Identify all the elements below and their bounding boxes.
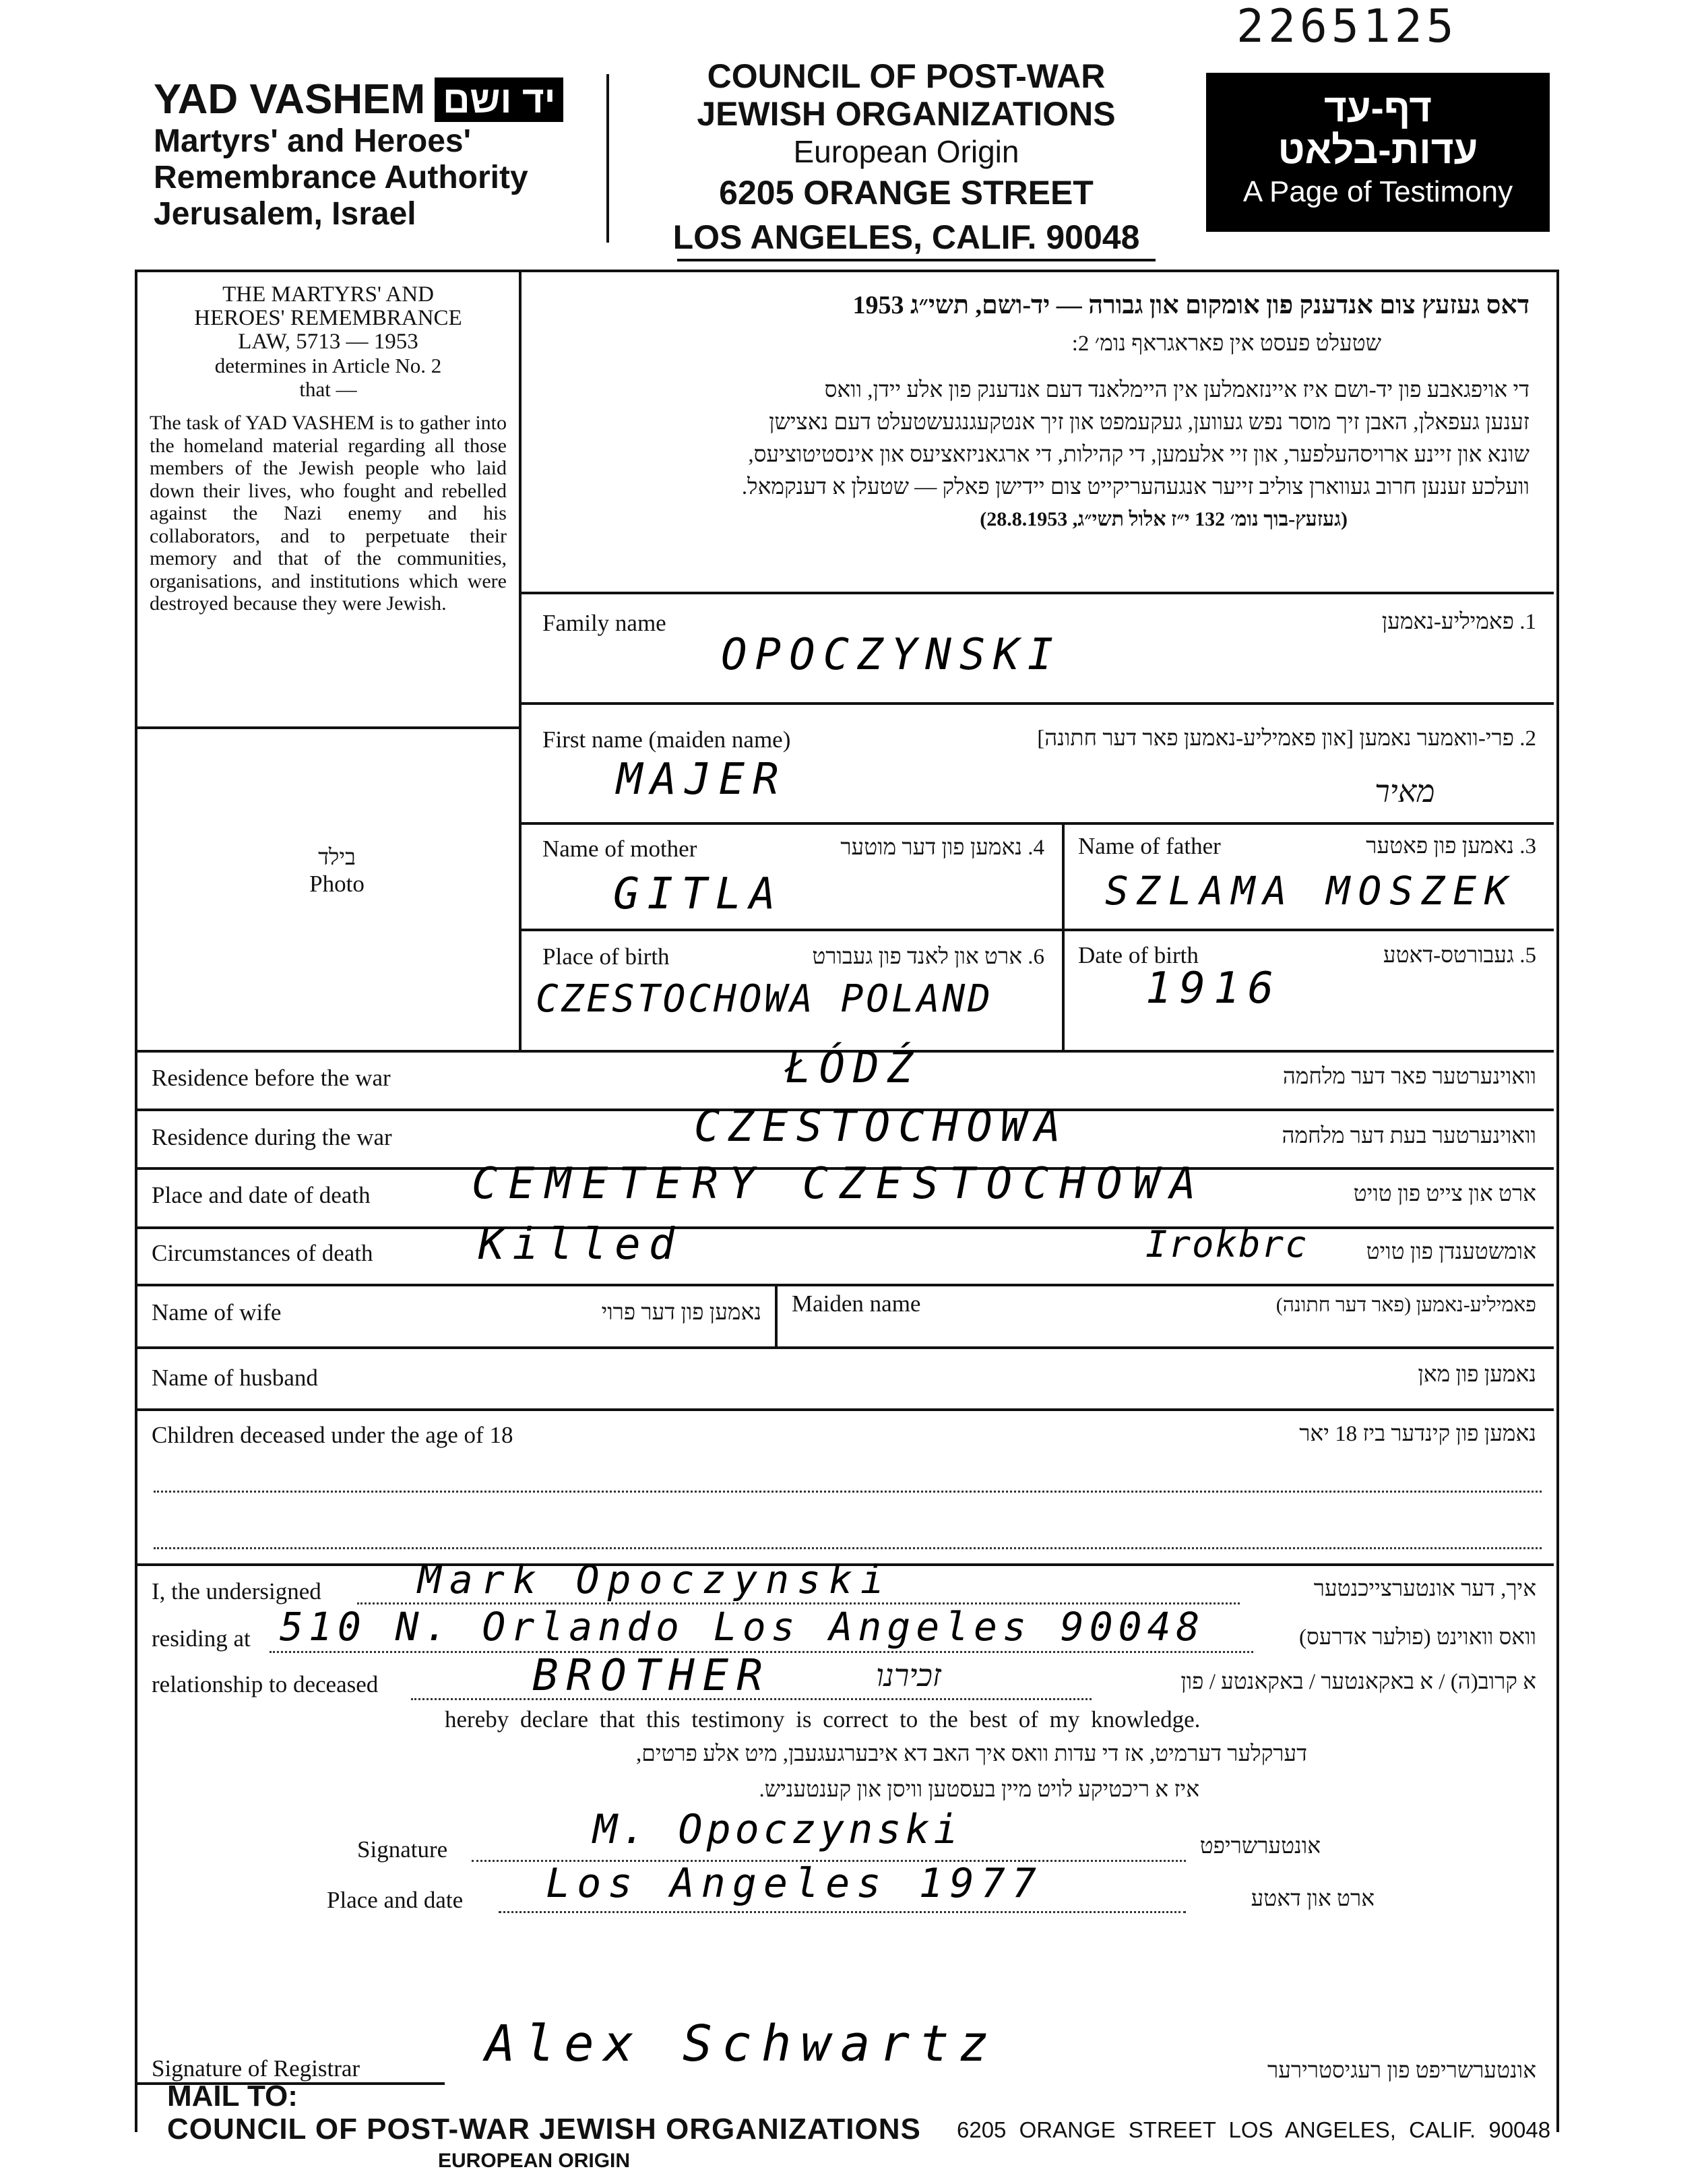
res-before-label-he: וואוינערטער פאר דער מלחמה	[1282, 1065, 1536, 1089]
signature-value[interactable]: M. Opoczynski	[593, 1806, 962, 1853]
relationship-line	[411, 1698, 1092, 1700]
law-title1: THE MARTYRS' AND	[222, 282, 434, 307]
residing-value[interactable]: 510 N. Orlando Los Angeles 90048	[280, 1604, 1205, 1650]
mother-label: Name of mother	[542, 836, 697, 862]
place-date-value[interactable]: Los Angeles 1977	[546, 1860, 1043, 1907]
header-line2: Remembrance Authority	[154, 160, 528, 195]
left-column-divider	[519, 270, 522, 1051]
declaration-he-line1: דערקלער דערמיט, אז די עדות וואס איך האב דא איבערגעגעבן, מיט אלע פרטים,	[636, 1742, 1307, 1766]
registrar-value[interactable]: Alex Schwartz	[485, 2015, 999, 2073]
hereby-text: hereby declare that this testimony is correct to the best of my knowledge.	[445, 1706, 1201, 1733]
title-english: A Page of Testimony	[1242, 175, 1513, 208]
relationship-label: relationship to deceased	[152, 1671, 379, 1697]
wife-label: Name of wife	[152, 1299, 282, 1325]
first-name-label-he: 2. פרי-וואמער נאמען [און פאמיליע-נאמען פאר דער חתונה]	[1037, 726, 1536, 751]
header-divider	[606, 74, 609, 243]
relationship-value[interactable]: BROTHER	[532, 1651, 771, 1701]
document-number: 2265125	[1236, 0, 1458, 53]
undersigned-value[interactable]: Mark Opoczynski	[418, 1557, 892, 1602]
yiddish-intro	[532, 286, 1530, 536]
father-value[interactable]: SZLAMA MOSZEK	[1105, 868, 1516, 914]
death-circ-value2[interactable]: Irokbrc	[1145, 1223, 1309, 1266]
council-line5: LOS ANGELES, CALIF. 90048	[672, 218, 1140, 256]
relationship-label-he: א קרוב(ה) / א באקאנטער / באקאנטע / פון	[1180, 1670, 1536, 1694]
row7-bottom	[135, 1226, 1554, 1229]
council-line3: European Origin	[793, 134, 1019, 169]
signature-label-he: אונטערשריפט	[1199, 1834, 1321, 1859]
title-hebrew1: דף-עד	[1323, 86, 1432, 130]
testimony-title-box	[1206, 73, 1550, 232]
title-hebrew2: עדות-בלאט	[1278, 128, 1478, 172]
photo-label: Photo	[309, 871, 365, 897]
wife-label-he: נאמען פון דער פרוי	[601, 1301, 761, 1325]
first-name-value-he[interactable]: מאיר	[1375, 774, 1435, 809]
intro-line2: שטעלט פעסט אין פאראגראף נומ׳ 2:	[1071, 332, 1381, 356]
death-circ-label-he: אומשטענדן פון טויט	[1366, 1240, 1536, 1264]
mail-to: MAIL TO:	[167, 2080, 298, 2113]
res-during-label-he: וואוינערטער בעת דער מלחמה	[1282, 1124, 1536, 1148]
undersigned-label: I, the undersigned	[152, 1578, 321, 1604]
declaration-he-line2: איז א ריכטיקע לויט מיין בעסטען וויסן און קענטעניש.	[759, 1778, 1199, 1802]
photo-placeholder	[270, 846, 404, 898]
intro-line1: דאס געזעץ צום אנדענק פון אומקום און גבורה — יד-ושם, תשי״ג 1953	[852, 291, 1530, 319]
maiden-label-he: פאמיליע-נאמען (פאר דער חתונה)	[1275, 1294, 1536, 1316]
registrar-label-he: אונטערשריפט פון רעגיסטרירער	[1267, 2059, 1536, 2083]
signature-label: Signature	[357, 1836, 448, 1863]
law-title3: LAW, 5713 — 1953	[238, 330, 418, 354]
intro-line4: זענען געפאלן, האבן זיך מוסר נפש געווען, געקעמפט און זיך אנטקעגנגעשטעלט דעם נאצישן	[769, 410, 1530, 435]
intro-line6: וועלכע זענען חרוב געווארן צוליב זייער אנגעהעריקייט צום יידישן פאלק — שטעלן א דענקמאל.	[741, 475, 1530, 499]
row10-bottom	[135, 1408, 1554, 1411]
birth-place-label: Place of birth	[542, 943, 670, 970]
wife-divider	[775, 1284, 778, 1348]
first-name-value[interactable]: MAJER	[617, 755, 787, 805]
husband-label-he: נאמען פון מאן	[1418, 1363, 1536, 1387]
father-label: Name of father	[1078, 833, 1221, 859]
header-line3: Jerusalem, Israel	[154, 196, 416, 232]
row8-bottom	[135, 1284, 1554, 1286]
family-name-label-he: 1. פאמיליע-נאמען	[1381, 610, 1536, 634]
residing-label: residing at	[152, 1625, 251, 1652]
res-before-value[interactable]: ŁÓDŹ	[785, 1043, 922, 1093]
photo-hebrew: בילד	[318, 846, 356, 870]
death-circ-label: Circumstances of death	[152, 1240, 373, 1266]
law-title4: determines in Article No. 2	[214, 354, 442, 377]
intro-line5: שונא און זיינע ארויסהעלפער, און זיי אלעמען, די קהילות, די ארגאניזאציעס און אינסטיטוציעס,	[748, 443, 1530, 467]
law-box	[150, 283, 507, 615]
death-place-label: Place and date of death	[152, 1182, 371, 1208]
mother-value[interactable]: GITLA	[613, 869, 784, 919]
intro-line3: די אויפגאבע פון יד-ושם איז איינזאמלען אין היימלאנד דעם אנדענק פון אלע יידן, וואס	[824, 378, 1530, 402]
death-place-value[interactable]: CEMETERY CZESTOCHOWA	[472, 1159, 1207, 1209]
family-name-value[interactable]: OPOCZYNSKI	[721, 630, 1062, 680]
first-name-label: First name (maiden name)	[542, 726, 791, 753]
children-label-he: נאמען פון קינדער ביז 18 יאר	[1299, 1422, 1536, 1446]
header-line1: Martyrs' and Heroes'	[154, 123, 471, 159]
row9-bottom	[135, 1346, 1554, 1349]
law-box-bottom	[135, 726, 520, 729]
yad-vashem-logo: יד ושם	[435, 77, 563, 122]
husband-label: Name of husband	[152, 1365, 318, 1391]
row3-bottom	[520, 929, 1554, 931]
law-body: The task of YAD VASHEM is to gather into the homeland material regarding all those members of the Jewish people who laid down their lives, who fought and rebelled against the Nazi enemy and his collaborators, and to perpetuate their memory and that of the communities, organisations, and institutions which were destroyed because they were Jewish.	[150, 412, 507, 615]
header-council	[647, 57, 1166, 259]
council-underline	[677, 259, 1156, 261]
registrar-label: Signature of Registrar	[152, 2055, 360, 2082]
res-during-label: Residence during the war	[152, 1124, 392, 1150]
father-label-he: 3. נאמען פון פאטער	[1366, 834, 1536, 859]
birth-date-label-he: 5. געבורטס-דאטע	[1383, 943, 1536, 968]
birth-place-value[interactable]: CZESTOCHOWA POLAND	[536, 977, 993, 1021]
parents-divider	[1062, 822, 1065, 1051]
children-label: Children deceased under the age of 18	[152, 1422, 513, 1448]
birth-place-label-he: 6. ארט און לאנד פון געבורט	[812, 945, 1044, 969]
footer-origin: EUROPEAN ORIGIN	[438, 2150, 631, 2172]
row2-bottom	[520, 822, 1554, 825]
birth-date-label: Date of birth	[1078, 942, 1199, 968]
place-date-label: Place and date	[327, 1887, 464, 1913]
law-title2: HEROES' REMEMBRANCE	[194, 306, 462, 330]
council-line4: 6205 ORANGE STREET	[719, 174, 1094, 212]
undersigned-label-he: איך, דער אונטערצייכנטער	[1313, 1577, 1536, 1601]
relationship-value-he[interactable]: זכירנו	[876, 1658, 941, 1693]
maiden-label: Maiden name	[792, 1290, 921, 1317]
children-line1[interactable]	[154, 1491, 1542, 1493]
birth-date-value[interactable]: 1916	[1145, 964, 1282, 1013]
residing-label-he: וואס וואוינט (פולער אדרעס)	[1298, 1625, 1536, 1650]
law-title5: that —	[299, 377, 357, 401]
res-during-value[interactable]: CZESTOCHOWA	[694, 1102, 1069, 1152]
children-line2[interactable]	[154, 1547, 1542, 1549]
death-place-label-he: ארט און צייט פון טויט	[1353, 1182, 1536, 1206]
mother-label-he: 4. נאמען פון דער מוטער	[840, 836, 1044, 860]
death-circ-value[interactable]: Killed	[478, 1220, 683, 1270]
place-date-line	[499, 1911, 1186, 1913]
council-line2: JEWISH ORGANIZATIONS	[697, 95, 1116, 133]
org-name: YAD VASHEM	[154, 76, 426, 123]
footer-org: COUNCIL OF POST-WAR JEWISH ORGANIZATIONS	[167, 2113, 921, 2146]
header-yad-vashem	[154, 75, 612, 232]
row1-bottom	[520, 702, 1554, 705]
res-before-label: Residence before the war	[152, 1065, 391, 1091]
family-name-label: Family name	[542, 610, 666, 636]
intro-line7: (געזעץ-בוך נומ׳ 132 י״ז אלול תשי״ג, 28.8.1953)	[980, 508, 1348, 530]
council-line1: COUNCIL OF POST-WAR	[707, 57, 1106, 95]
footer-address: 6205 ORANGE STREET LOS ANGELES, CALIF. 90048	[957, 2117, 1551, 2142]
intro-bottom	[520, 592, 1554, 594]
place-date-label-he: ארט און דאטע	[1251, 1887, 1375, 1911]
